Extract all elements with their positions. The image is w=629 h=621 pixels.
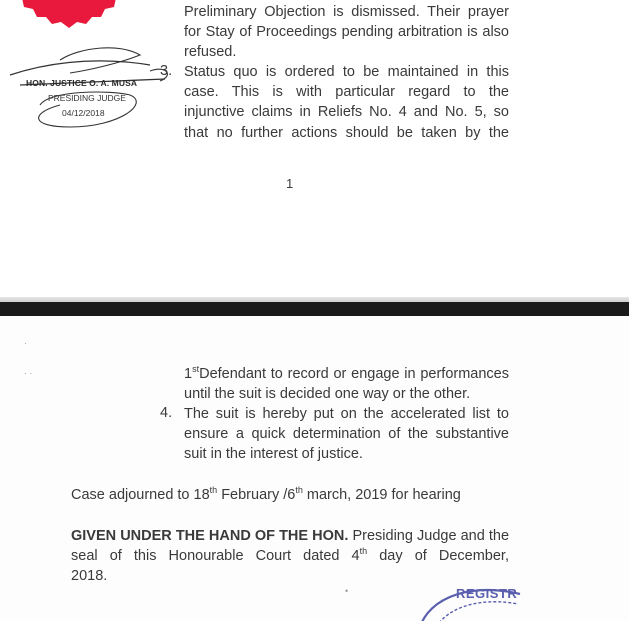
bold-phrase: GIVEN UNDER THE HAND OF THE HON. (71, 528, 349, 544)
paragraph-status-quo (184, 62, 509, 143)
scan-speck: · (24, 338, 27, 348)
text-line (184, 364, 509, 384)
text-line: ensure a quick determination of the substantive (184, 426, 509, 443)
paragraph-continued (184, 364, 509, 404)
text-line: The suit is hereby put on the accelerated list to (184, 406, 509, 422)
text-span: day of December, (367, 548, 509, 565)
text-line (71, 546, 509, 566)
text-line: until the suit is decided one way or the other. (184, 386, 471, 403)
text-span: Case adjourned to 18 (71, 487, 210, 503)
text-span: February /6 (217, 487, 296, 503)
document-page-2 (0, 316, 629, 621)
text-line (71, 526, 509, 546)
text-span: Presiding Judge and the (348, 528, 510, 544)
paragraph-preliminary-objection (184, 2, 509, 63)
text-line: that no further actions should be taken by the (184, 124, 509, 141)
text-span: Defendant to record or engage in performances (199, 366, 509, 382)
text-span: march, 2019 for hearing (302, 487, 461, 503)
ordinal-suffix: st (192, 364, 200, 375)
text-line: case. This is with particular regard to the (184, 84, 509, 101)
text-line: Status quo is ordered to be maintained in this (184, 64, 509, 80)
judge-name: HON. JUSTICE O. A. MUSA (26, 78, 138, 88)
scan-speck: · · (24, 368, 33, 378)
text-span: seal of this Honourable Court dated 4 (71, 548, 360, 565)
text-line: injunctive claims in Reliefs No. 4 and No. 5, so (184, 104, 509, 121)
text-line: 2018. (71, 568, 108, 585)
item-number-4: 4. (160, 405, 173, 421)
adjournment-line (71, 485, 461, 505)
registry-stamp-text: REGISTR (456, 586, 518, 601)
document-page-1 (0, 0, 629, 302)
page-separator (0, 302, 629, 316)
text-line: suit in the interest of justice. (184, 446, 363, 463)
ordinal-suffix: th (359, 546, 368, 557)
judge-date: 04/12/2018 (62, 108, 105, 118)
text-line: Preliminary Objection is dismissed. Their prayer (184, 4, 509, 20)
ordinal-suffix: th (295, 485, 303, 496)
ordinal-number: 1 (184, 366, 193, 382)
item-number-3: 3. (160, 63, 173, 79)
text-line: for Stay of Proceedings pending arbitration is also (184, 24, 509, 41)
paragraph-accelerated-list (184, 404, 509, 465)
page-number: 1 (286, 176, 294, 191)
scan-speck: • (345, 586, 349, 596)
judge-title: PRESIDING JUDGE (48, 93, 126, 103)
text-line: refused. (184, 44, 237, 61)
text-line (71, 485, 461, 505)
red-seal-icon (10, 0, 128, 28)
ordinal-suffix: th (209, 485, 218, 496)
